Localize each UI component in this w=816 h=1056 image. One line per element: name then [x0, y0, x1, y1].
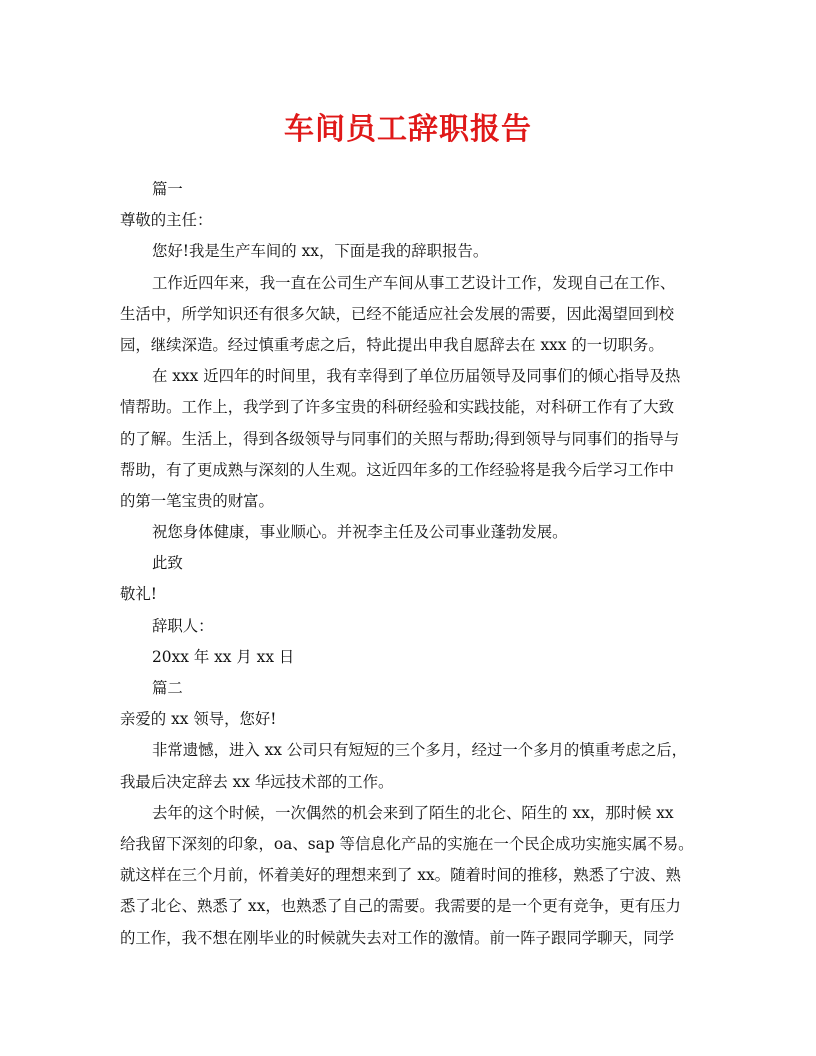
signature-label: 辞职人：: [152, 616, 214, 635]
paragraph-line: 非常遗憾，进入 xx 公司只有短短的三个多月，经过一个多月的慎重考虑之后，: [152, 741, 688, 760]
section-heading-2: 篇二: [152, 679, 183, 697]
salutation-2: 亲爱的 xx 领导，您好!: [120, 710, 277, 729]
salutation-1: 尊敬的主任：: [120, 211, 213, 230]
paragraph-line: 帮助，有了更成熟与深刻的人生观。这近四年多的工作经验将是我今后学习工作中: [120, 460, 675, 479]
paragraph-line: 悉了北仑、熟悉了 xx，也熟悉了自己的需要。我需要的是一个更有竞争，更有压力: [120, 897, 681, 916]
paragraph-line: 我最后决定辞去 xx 华远技术部的工作。: [120, 772, 394, 791]
paragraph-line: 生活中，所学知识还有很多欠缺，已经不能适应社会发展的需要，因此渴望回到校: [120, 304, 675, 323]
closing-salute: 敬礼!: [120, 585, 157, 604]
paragraph-line: 工作近四年来，我一直在公司生产车间从事工艺设计工作，发现自己在工作、: [152, 273, 676, 292]
document-body: [120, 174, 702, 954]
paragraph-line: 给我留下深刻的印象，oa、sap 等信息化产品的实施在一个民企成功实施实属不易。: [120, 834, 694, 853]
paragraph-line: 的第一笔宝贵的财富。: [120, 491, 274, 510]
section-heading-1: 篇一: [152, 180, 183, 198]
document-title: 车间员工辞职报告: [284, 112, 532, 147]
signature-date: 20xx 年 xx 月 xx 日: [152, 647, 295, 666]
paragraph-line: 情帮助。工作上，我学到了许多宝贵的科研经验和实践技能，对科研工作有了大致: [120, 398, 675, 417]
paragraph-line: 去年的这个时候，一次偶然的机会来到了陌生的北仑、陌生的 xx，那时候 xx: [152, 803, 674, 822]
paragraph-line: 的工作，我不想在刚毕业的时候就失去对工作的激情。前一阵子跟同学聊天，同学: [120, 928, 675, 947]
closing-phrase: 此致: [152, 554, 183, 573]
paragraph-line: 您好!我是生产车间的 xx，下面是我的辞职报告。: [152, 242, 489, 261]
closing-wishes: 祝您身体健康，事业顺心。并祝李主任及公司事业蓬勃发展。: [152, 523, 568, 542]
paragraph-line: 在 xxx 近四年的时间里，我有幸得到了单位历届领导及同事们的倾心指导及热: [152, 367, 681, 386]
paragraph-line: 园，继续深造。经过慎重考虑之后，特此提出申我自愿辞去在 xxx 的一切职务。: [120, 335, 664, 354]
paragraph-line: 就这样在三个月前，怀着美好的理想来到了 xx。随着时间的推移，熟悉了宁波、熟: [120, 866, 681, 885]
paragraph-line: 的了解。生活上，得到各级领导与同事们的关照与帮助;得到领导与同事们的指导与: [120, 429, 680, 448]
